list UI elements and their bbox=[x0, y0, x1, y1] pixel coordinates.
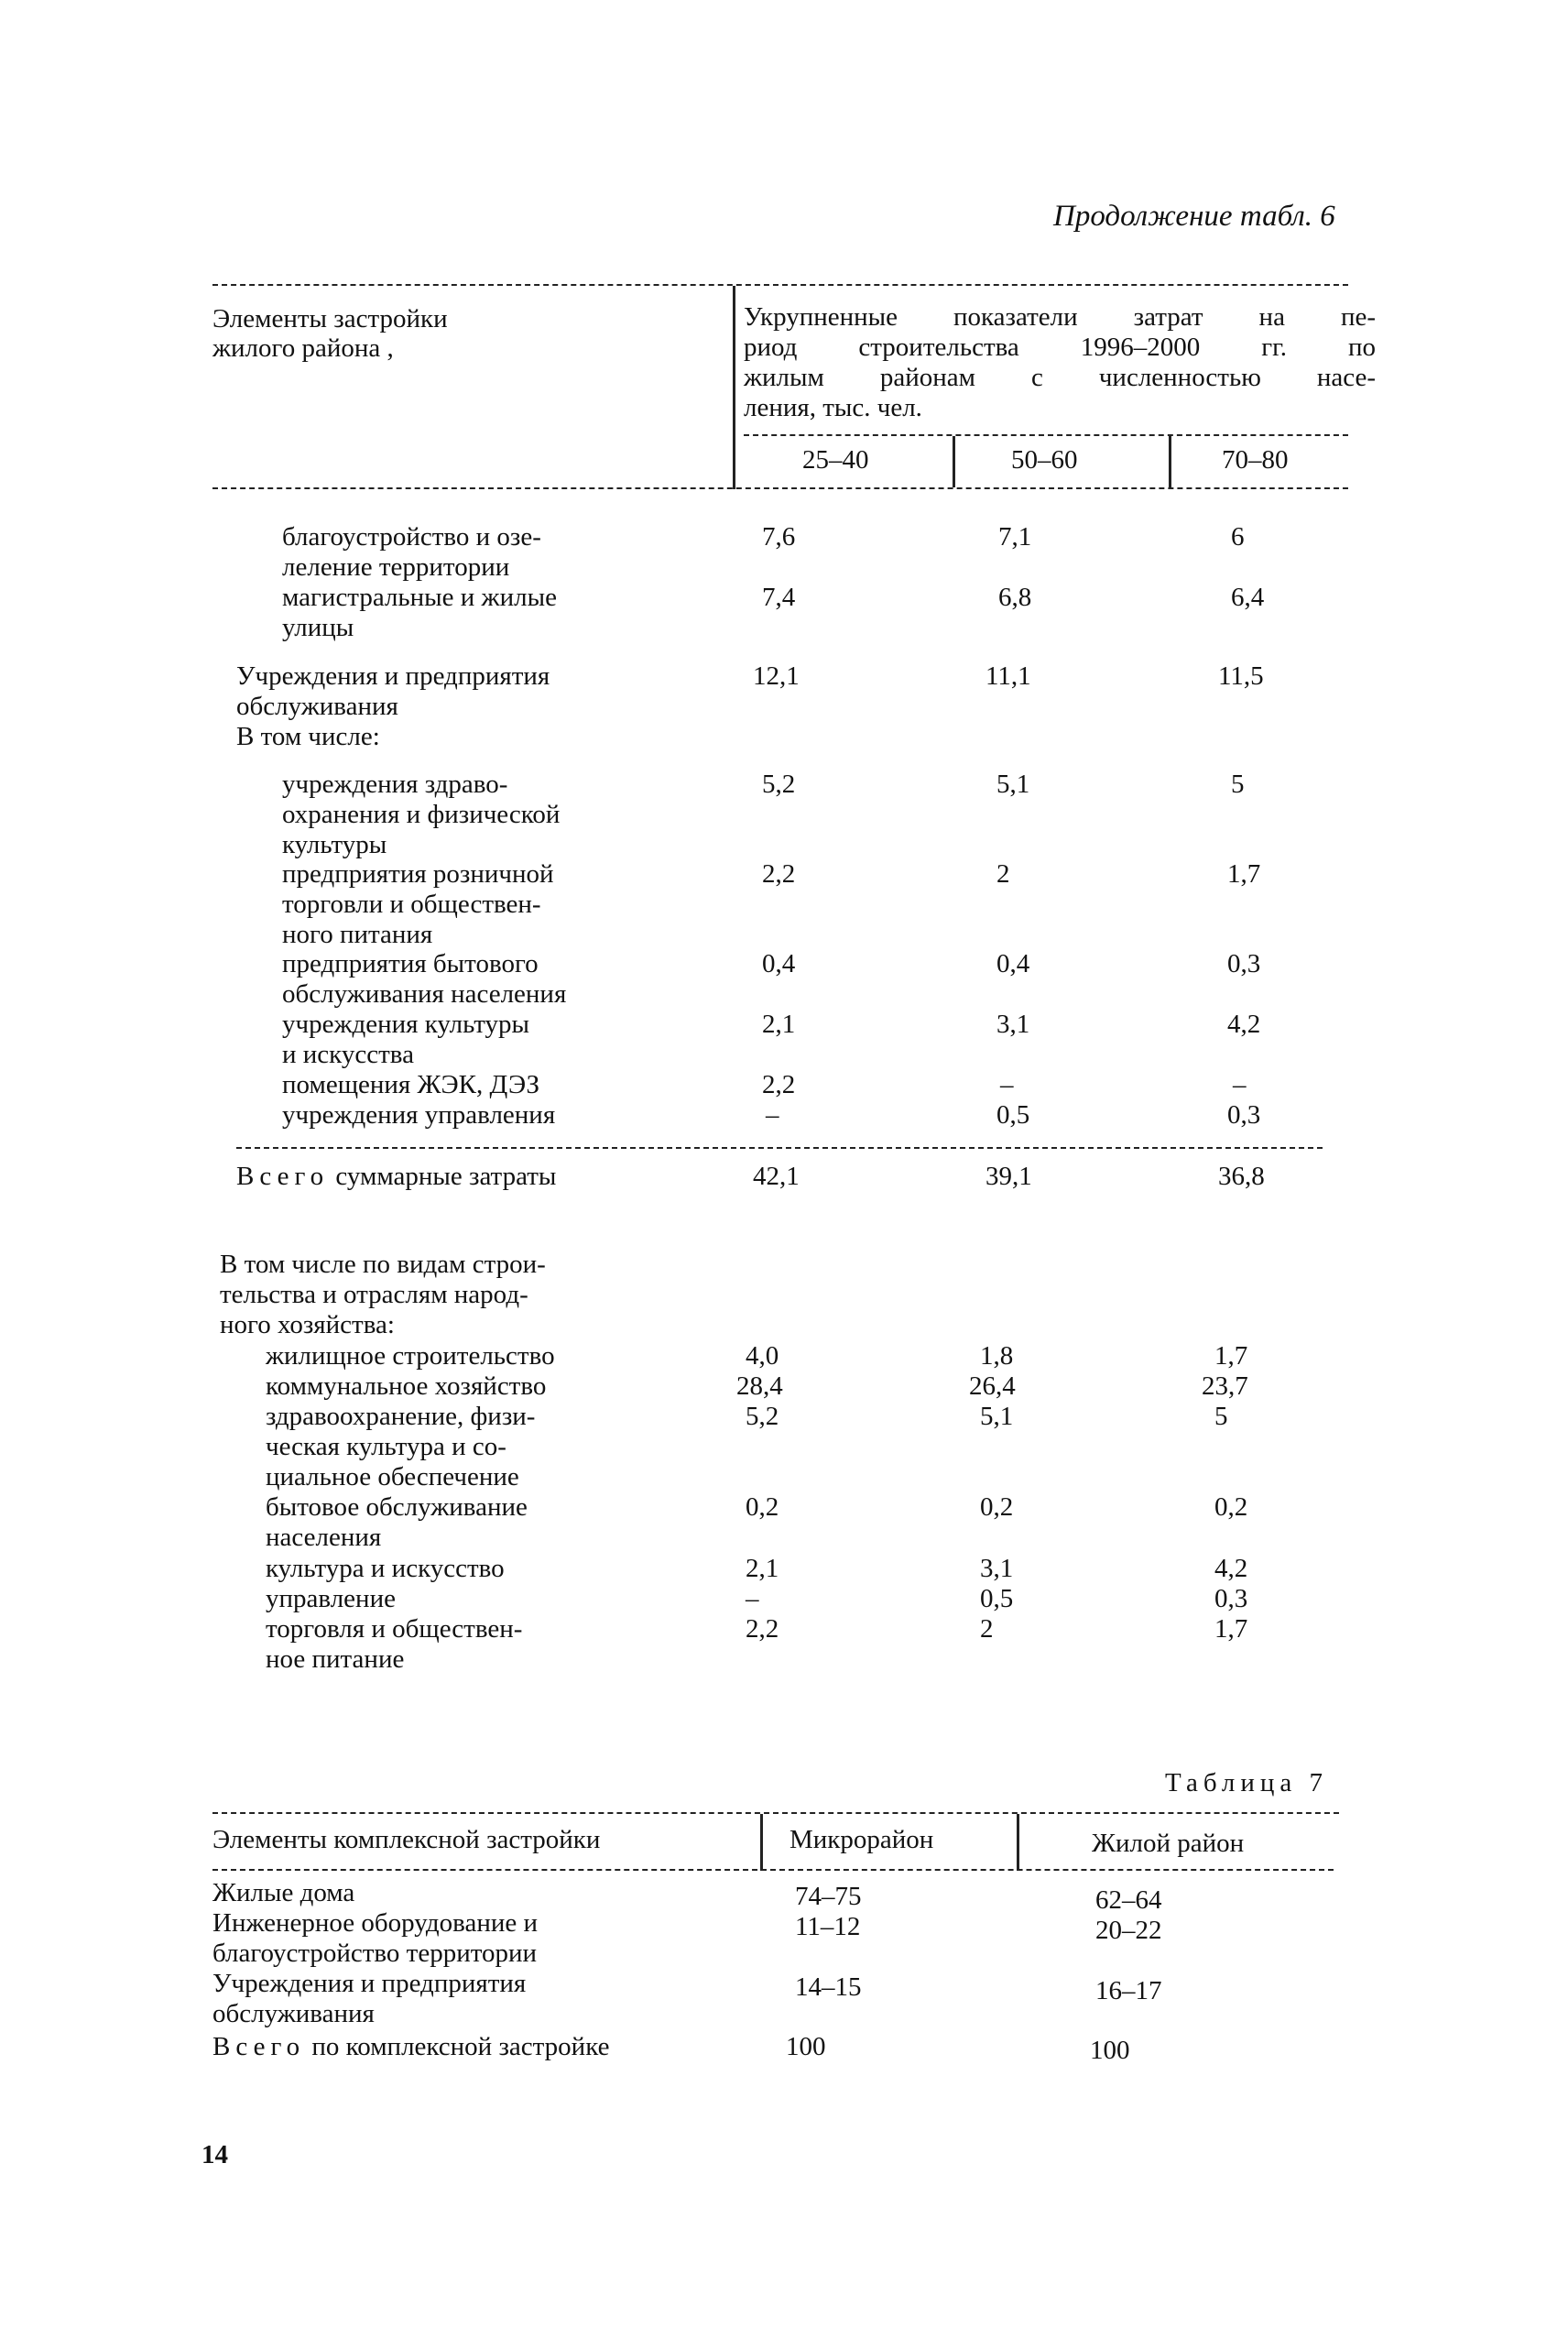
breakdown-value-25-40: 2,2 bbox=[746, 1614, 779, 1644]
table-7-row-label: Инженерное оборудование и bbox=[212, 1908, 539, 1938]
value-70-80: 6 bbox=[1231, 522, 1245, 552]
breakdown-value-50-60: 0,5 bbox=[980, 1584, 1014, 1613]
header-col2-line2: риод строительства 1996–2000 гг. по bbox=[744, 333, 1376, 362]
breakdown-label: населения bbox=[266, 1523, 382, 1552]
breakdown-value-50-60: 26,4 bbox=[969, 1371, 1016, 1401]
row-label: торговли и обществен- bbox=[282, 890, 541, 919]
value-70-80: 6,4 bbox=[1231, 583, 1265, 612]
subcol-divider-2 bbox=[1169, 436, 1171, 487]
row-label: предприятия розничной bbox=[282, 859, 554, 889]
column-divider bbox=[733, 286, 735, 489]
row-label: улицы bbox=[282, 613, 354, 642]
breakdown-value-70-80: 0,2 bbox=[1214, 1492, 1248, 1522]
value-25-40: 12,1 bbox=[753, 661, 800, 691]
table-7-row-label: Учреждения и предприятия bbox=[212, 1969, 527, 1998]
row-label: обслуживания bbox=[236, 692, 398, 721]
table-7-total-microdistrict: 100 bbox=[786, 2032, 826, 2061]
breakdown-value-25-40: 2,1 bbox=[746, 1554, 779, 1583]
header-bottom-rule bbox=[212, 487, 1348, 489]
breakdown-label: бытовое обслуживание bbox=[266, 1492, 528, 1522]
header-col1-line2: жилого района , bbox=[212, 333, 394, 363]
header-col1-line1: Элементы застройки bbox=[212, 304, 448, 333]
table-7-row-label: обслуживания bbox=[212, 1999, 375, 2028]
value-25-40: 7,6 bbox=[762, 522, 796, 552]
table-7-value-residential: 20–22 bbox=[1095, 1916, 1162, 1945]
value-25-40: 0,4 bbox=[762, 949, 796, 978]
breakdown-value-70-80: 0,3 bbox=[1214, 1584, 1248, 1613]
subcol-50-60: 50–60 bbox=[1011, 445, 1078, 475]
breakdown-label: культура и искусство bbox=[266, 1554, 505, 1583]
table-7-total-label-rest: по комплексной застройке bbox=[305, 2032, 610, 2061]
breakdown-label: торговля и обществен- bbox=[266, 1614, 523, 1644]
subcol-divider-1 bbox=[953, 436, 955, 487]
header-col2 bbox=[744, 302, 1376, 423]
table-7-row-label: благоустройство территории bbox=[212, 1939, 538, 1968]
value-70-80: 0,3 bbox=[1227, 949, 1261, 978]
row-label: охранения и физической bbox=[282, 800, 561, 829]
table-7-caption: Таблица 7 bbox=[1165, 1768, 1329, 1797]
row-label: обслуживания населения bbox=[282, 979, 567, 1009]
subcol-25-40: 25–40 bbox=[802, 445, 869, 475]
breakdown-value-70-80: 5 bbox=[1214, 1402, 1228, 1431]
row-label: и искусства bbox=[282, 1040, 414, 1069]
row-label: учреждения управления bbox=[282, 1100, 556, 1130]
value-25-40: – bbox=[766, 1100, 779, 1130]
row-label: магистральные и жилые bbox=[282, 583, 557, 612]
breakdown-label: здравоохранение, физи- bbox=[266, 1402, 536, 1431]
breakdown-label: управление bbox=[266, 1584, 396, 1613]
row-label: учреждения культуры bbox=[282, 1010, 530, 1039]
value-50-60: 11,1 bbox=[985, 661, 1031, 691]
breakdown-intro: тельства и отраслям народ- bbox=[220, 1280, 528, 1309]
row-label: помещения ЖЭК, ДЭЗ bbox=[282, 1070, 540, 1099]
value-70-80: 1,7 bbox=[1227, 859, 1261, 889]
value-50-60: 7,1 bbox=[998, 522, 1032, 552]
continuation-caption: Продолжение табл. 6 bbox=[1053, 200, 1335, 233]
value-70-80: 11,5 bbox=[1218, 661, 1264, 691]
value-50-60: 5,1 bbox=[996, 770, 1030, 799]
table-7-header-residential-district: Жилой район bbox=[1092, 1829, 1245, 1858]
value-70-80: 0,3 bbox=[1227, 1100, 1261, 1130]
total-70-80: 36,8 bbox=[1218, 1162, 1265, 1191]
value-25-40: 2,2 bbox=[762, 859, 796, 889]
breakdown-label: ческая культура и со- bbox=[266, 1432, 506, 1461]
value-70-80: 4,2 bbox=[1227, 1010, 1261, 1039]
value-70-80: 5 bbox=[1231, 770, 1245, 799]
row-label: благоустройство и озе- bbox=[282, 522, 541, 552]
row-label: В том числе: bbox=[236, 722, 380, 751]
header-col2-line3: жилым районам с численностью насе- bbox=[744, 363, 1376, 392]
breakdown-intro: ного хозяйства: bbox=[220, 1310, 395, 1339]
value-70-80: – bbox=[1233, 1070, 1247, 1099]
table-7-row-label: Жилые дома bbox=[212, 1878, 355, 1907]
table-7-header-microdistrict: Микрорайон bbox=[789, 1825, 934, 1854]
breakdown-label: ное питание bbox=[266, 1644, 405, 1674]
table-7-divider-2 bbox=[1017, 1814, 1019, 1871]
breakdown-value-25-40: 0,2 bbox=[746, 1492, 779, 1522]
table-7-header-rule bbox=[212, 1869, 1334, 1871]
subcol-70-80: 70–80 bbox=[1222, 445, 1289, 475]
breakdown-value-70-80: 4,2 bbox=[1214, 1554, 1248, 1583]
row-label: леление территории bbox=[282, 552, 510, 582]
table-7-value-residential: 62–64 bbox=[1095, 1885, 1162, 1915]
breakdown-value-70-80: 1,7 bbox=[1214, 1614, 1248, 1644]
value-25-40: 2,1 bbox=[762, 1010, 796, 1039]
breakdown-intro: В том числе по видам строи- bbox=[220, 1250, 546, 1279]
breakdown-value-70-80: 23,7 bbox=[1202, 1371, 1248, 1401]
value-50-60: 0,4 bbox=[996, 949, 1030, 978]
row-label: Учреждения и предприятия bbox=[236, 661, 550, 691]
table-7-value-microdistrict: 14–15 bbox=[795, 1972, 862, 2002]
table-7-value-microdistrict: 11–12 bbox=[795, 1912, 861, 1941]
breakdown-value-25-40: 4,0 bbox=[746, 1341, 779, 1371]
table-7-value-microdistrict: 74–75 bbox=[795, 1882, 862, 1911]
breakdown-value-50-60: 1,8 bbox=[980, 1341, 1014, 1371]
table-7-total-label bbox=[212, 2032, 609, 2062]
value-25-40: 5,2 bbox=[762, 770, 796, 799]
breakdown-value-50-60: 2 bbox=[980, 1614, 994, 1644]
header-col2-line1: Укрупненные показатели затрат на пе- bbox=[744, 302, 1376, 332]
breakdown-label: коммунальное хозяйство bbox=[266, 1371, 547, 1401]
row-label: предприятия бытового bbox=[282, 949, 539, 978]
header-col2-line4: ления, тыс. чел. bbox=[744, 393, 922, 422]
value-50-60: – bbox=[1000, 1070, 1014, 1099]
breakdown-value-50-60: 5,1 bbox=[980, 1402, 1014, 1431]
value-50-60: 0,5 bbox=[996, 1100, 1030, 1130]
total-25-40: 42,1 bbox=[753, 1162, 800, 1191]
page-number: 14 bbox=[201, 2140, 228, 2169]
breakdown-label: жилищное строительство bbox=[266, 1341, 555, 1371]
total-label bbox=[236, 1162, 556, 1192]
table-7-header-elements: Элементы комплексной застройки bbox=[212, 1825, 601, 1854]
breakdown-value-25-40: 28,4 bbox=[736, 1371, 783, 1401]
value-50-60: 3,1 bbox=[996, 1010, 1030, 1039]
value-50-60: 2 bbox=[996, 859, 1010, 889]
table-7-top-rule bbox=[212, 1812, 1339, 1814]
table-7-total-label-spaced: Всего bbox=[212, 2032, 306, 2061]
breakdown-value-25-40: – bbox=[746, 1584, 759, 1613]
table-top-rule bbox=[212, 284, 1348, 286]
table-7-divider-1 bbox=[760, 1814, 763, 1871]
table-7-value-residential: 16–17 bbox=[1095, 1976, 1162, 2005]
breakdown-label: циальное обеспечение bbox=[266, 1462, 519, 1491]
value-25-40: 2,2 bbox=[762, 1070, 796, 1099]
total-label-spaced: Всего bbox=[236, 1162, 330, 1191]
total-rule bbox=[236, 1147, 1323, 1149]
breakdown-value-70-80: 1,7 bbox=[1214, 1341, 1248, 1371]
row-label: культуры bbox=[282, 830, 387, 859]
row-label: учреждения здраво- bbox=[282, 770, 508, 799]
value-50-60: 6,8 bbox=[998, 583, 1032, 612]
breakdown-value-50-60: 0,2 bbox=[980, 1492, 1014, 1522]
row-label: ного питания bbox=[282, 920, 433, 949]
breakdown-value-25-40: 5,2 bbox=[746, 1402, 779, 1431]
total-label-rest: суммарные затраты bbox=[329, 1162, 557, 1191]
value-25-40: 7,4 bbox=[762, 583, 796, 612]
total-50-60: 39,1 bbox=[985, 1162, 1032, 1191]
breakdown-value-50-60: 3,1 bbox=[980, 1554, 1014, 1583]
table-7-total-residential: 100 bbox=[1090, 2036, 1130, 2065]
subheader-rule bbox=[744, 434, 1348, 436]
